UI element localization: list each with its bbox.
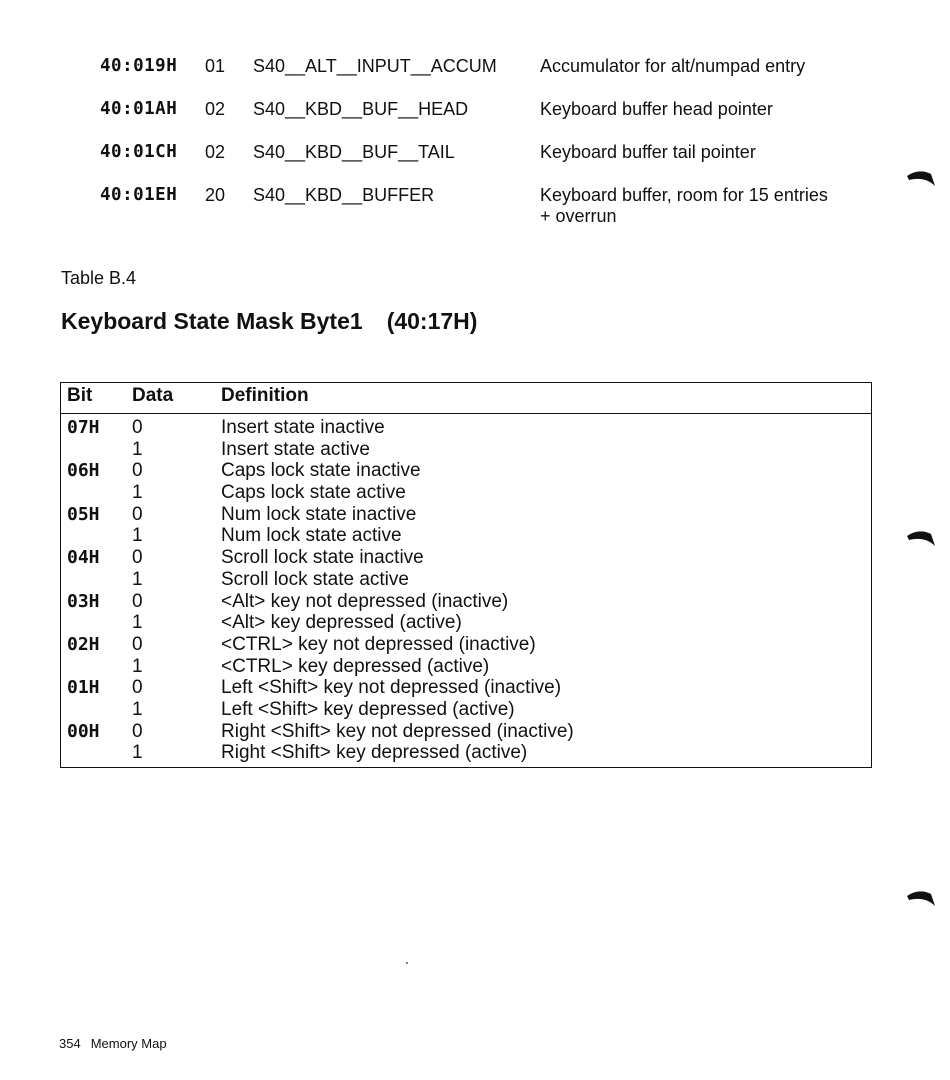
memory-symbol: S40__KBD__BUF__TAIL: [253, 142, 455, 162]
header-data: Data: [132, 385, 174, 406]
memory-description: Keyboard buffer head pointer: [540, 99, 773, 119]
memory-address: 40:01CH: [100, 142, 178, 162]
cell-data: 0: [132, 677, 143, 699]
page-number: 354: [59, 1036, 81, 1051]
cell-bit: 07H: [67, 417, 100, 438]
cell-definition: Left <Shift> key depressed (active): [221, 698, 515, 720]
cell-definition: Caps lock state inactive: [221, 460, 421, 482]
table-row: [61, 460, 871, 482]
cell-data: 0: [132, 633, 143, 655]
cell-definition: Num lock state active: [221, 525, 402, 547]
cell-definition: Left <Shift> key not depressed (inactive): [221, 677, 562, 699]
keyboard-state-table: [60, 382, 872, 768]
cell-data: 0: [132, 503, 143, 525]
section-name: Memory Map: [90, 1036, 167, 1051]
table-row: [61, 482, 871, 504]
table-title-text: Keyboard State Mask Byte1: [61, 308, 363, 334]
memory-row: [0, 138, 950, 181]
table-row: [61, 439, 871, 461]
memory-address: 40:01EH: [100, 185, 178, 205]
cell-definition: Caps lock state active: [221, 482, 406, 504]
memory-size: 02: [205, 99, 226, 119]
table-title-address: (40:17H): [386, 308, 478, 334]
cell-definition: Insert state active: [221, 438, 370, 460]
memory-address: 40:019H: [100, 56, 178, 76]
table-row: [61, 591, 871, 613]
memory-description: Keyboard buffer, room for 15 entries + overrun: [540, 185, 828, 226]
header-definition: Definition: [221, 385, 309, 406]
memory-address: 40:01AH: [100, 99, 178, 119]
cell-bit: 06H: [67, 460, 100, 482]
cell-data: 1: [132, 525, 143, 547]
cell-data: 1: [132, 438, 143, 460]
cell-definition: Right <Shift> key not depressed (inactive): [221, 720, 574, 742]
memory-symbol: S40__KBD__BUFFER: [253, 185, 435, 205]
cell-bit: 04H: [67, 547, 100, 569]
memory-description: Keyboard buffer tail pointer: [540, 142, 756, 162]
table-row: [61, 634, 871, 656]
cell-data: 0: [132, 417, 143, 438]
table-row: [61, 612, 871, 634]
cell-data: 0: [132, 720, 143, 742]
table-header: [61, 383, 871, 414]
memory-size: 01: [205, 56, 226, 76]
header-bit: Bit: [67, 385, 93, 406]
cell-data: 1: [132, 612, 143, 634]
table-title: [61, 308, 477, 335]
cell-data: 0: [132, 547, 143, 569]
cell-definition: Insert state inactive: [221, 417, 385, 438]
cell-data: 1: [132, 742, 143, 764]
table-row: [61, 525, 871, 547]
page-speck: [406, 962, 408, 964]
cell-data: 0: [132, 460, 143, 482]
cell-definition: <Alt> key not depressed (inactive): [221, 590, 509, 612]
table-row: [61, 721, 871, 743]
cell-definition: <Alt> key depressed (active): [221, 612, 462, 634]
memory-symbol: S40__KBD__BUF__HEAD: [253, 99, 469, 119]
cell-definition: Right <Shift> key depressed (active): [221, 742, 528, 764]
cell-definition: Scroll lock state inactive: [221, 547, 424, 569]
cell-bit: 03H: [67, 590, 100, 612]
cell-definition: Scroll lock state active: [221, 568, 409, 590]
table-row: [61, 699, 871, 721]
table-row: [61, 742, 871, 764]
cell-data: 1: [132, 655, 143, 677]
table-row: [61, 569, 871, 591]
memory-size: 20: [205, 185, 226, 205]
table-caption: Table B.4: [61, 268, 137, 288]
table-row: [61, 504, 871, 526]
cell-data: 0: [132, 590, 143, 612]
table-row: [61, 677, 871, 699]
cell-definition: Num lock state inactive: [221, 503, 417, 525]
table-row: [61, 417, 871, 439]
table-row: [61, 547, 871, 569]
memory-symbol: S40__ALT__INPUT__ACCUM: [253, 56, 497, 76]
table-row: [61, 656, 871, 678]
memory-row: [0, 52, 950, 95]
cell-bit: 01H: [67, 677, 100, 699]
cell-data: 1: [132, 698, 143, 720]
cell-bit: 05H: [67, 503, 100, 525]
cell-definition: <CTRL> key depressed (active): [221, 655, 490, 677]
memory-description: Accumulator for alt/numpad entry: [540, 56, 806, 76]
memory-map-rows: [0, 52, 950, 224]
cell-data: 1: [132, 568, 143, 590]
cell-bit: 00H: [67, 720, 100, 742]
cell-data: 1: [132, 482, 143, 504]
cell-definition: <CTRL> key not depressed (inactive): [221, 633, 536, 655]
memory-size: 02: [205, 142, 226, 162]
memory-row: [0, 181, 950, 224]
memory-row: [0, 95, 950, 138]
page-footer: [59, 1036, 167, 1051]
table-body: [61, 414, 871, 764]
cell-bit: 02H: [67, 633, 100, 655]
